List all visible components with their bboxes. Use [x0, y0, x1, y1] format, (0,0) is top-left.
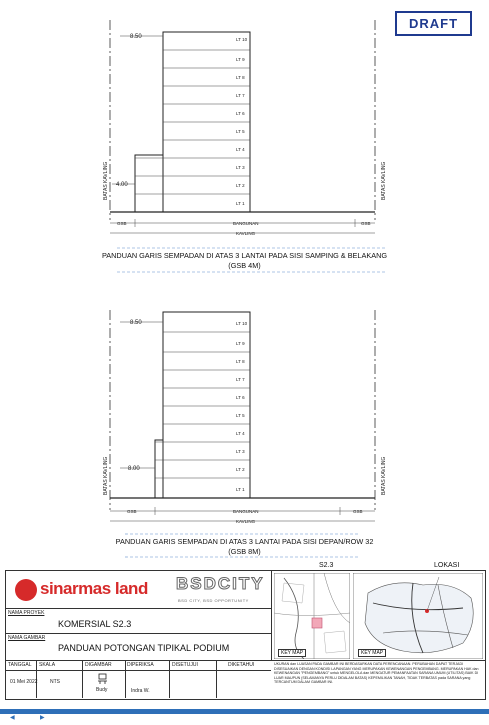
floor-label: LT 3 [236, 165, 245, 170]
col-date: TANGGAL [8, 662, 32, 668]
drawing-value: PANDUAN POTONGAN TIPIKAL PODIUM [58, 643, 230, 653]
caption-line2: (GSB 8M) [228, 547, 261, 556]
dim-gsb-left: GSB [117, 221, 127, 226]
caption-line2: (GSB 4M) [228, 261, 261, 270]
caption-line1: PANDUAN GARIS SEMPADAN DI ATAS 3 LANTAI PADA SISI SAMPING & BELAKANG [101, 251, 388, 260]
left-boundary-label: BATAS KAVLING [103, 161, 109, 200]
scale-value: NTS [50, 679, 60, 685]
col-drawn: DIGAMBAR [85, 662, 112, 668]
floor-label: LT 10 [236, 37, 248, 42]
project-label: NAMA PROYEK [8, 610, 45, 616]
floor-label: LT 8 [236, 359, 245, 364]
keymap1-label: KEY MAP [278, 649, 306, 657]
floor-label: LT 6 [236, 395, 245, 400]
section-drawing-gsb-8m [0, 300, 489, 570]
dim-bangunan: BANGUNAN [233, 509, 259, 514]
floor-label: LT 8 [236, 75, 245, 80]
drafter-icon [96, 673, 110, 685]
level-mid: 8.00 [128, 466, 140, 472]
right-boundary-label: BATAS KAVLING [381, 456, 387, 495]
dim-kavling: KAVLING [236, 519, 256, 524]
back-icon[interactable]: ◀ [10, 715, 15, 721]
map2-title: LOKASI [434, 562, 460, 569]
drawn-value: Budy [96, 687, 108, 693]
sinarmas-logo-text: sinarmas land [40, 579, 148, 598]
keymap2-label: KEY MAP [358, 649, 386, 657]
map1-title: S2.3 [319, 562, 334, 569]
floor-label: LT 2 [236, 467, 245, 472]
left-boundary-label: BATAS KAVLING [103, 456, 109, 495]
col-checked: DIPERIKSA [127, 662, 154, 668]
floor-label: LT 7 [236, 377, 245, 382]
site-highlight [312, 618, 322, 628]
podium-outline [135, 155, 163, 212]
right-boundary-label: BATAS KAVLING [381, 161, 387, 200]
site-key-map [274, 573, 350, 659]
dim-gsb-right: GSB [361, 221, 371, 226]
disclaimer-note: UKURAN dan LUASAN PADA GAMBAR INI BERDASARKAN DATA PERENCANAAN. PERUBAHAN DAPAT TERJADI DISESUAIKAN DENGAN KONDISI LAPANGAN YANG MERUPAKAN KEWENANGAN PENGEMBANG. MERUPAKAN HAK dan KEWENANGAN "PENGEMBANG" untuk MENGELOLA dan MENGATUR PEMANFAATAN SARANA UMUM (UTILITAS) BAIK DI LUAR MAUPUN (SELAMANYA PERLU DIDALAM BATAS) KEPEMILIKAN TANAH, TIDAK TERBATAS pada SARANA yang TERCANTUM DALAM GAMBAR INI. [274, 662, 479, 685]
level-mid: 4.00 [116, 182, 128, 188]
floor-label: LT 5 [236, 129, 245, 134]
col-known: DIKETAHUI [228, 662, 255, 668]
floor-label: LT 2 [236, 183, 245, 188]
floor-label: LT 10 [236, 321, 248, 326]
floor-label: LT 5 [236, 413, 245, 418]
checked-value: Indra W. [131, 688, 150, 694]
bottom-toolbar [0, 709, 489, 725]
floor-lines [135, 50, 250, 194]
date-value: 01 Mei 2022 [10, 679, 38, 685]
floor-label: LT 9 [236, 57, 245, 62]
caption-gsb-4m [0, 251, 489, 271]
floor-label: LT 9 [236, 341, 245, 346]
level-top: 8.50 [130, 320, 142, 326]
bsd-city-tagline: BSD CITY, BSD OPPORTUNITY [178, 598, 249, 603]
sinarmas-logo-icon [15, 579, 37, 601]
floor-label: LT 4 [236, 147, 245, 152]
dim-gsb-left: GSB [127, 509, 137, 514]
floor-label: LT 3 [236, 449, 245, 454]
floor-label: LT 4 [236, 431, 245, 436]
col-approved: DISETUJUI [172, 662, 198, 668]
bsd-city-logo: BSDCITY [176, 574, 265, 593]
title-block [5, 562, 486, 700]
draft-stamp: DRAFT [395, 11, 472, 36]
project-value: KOMERSIAL S2.3 [58, 619, 132, 629]
dim-kavling: KAVLING [236, 231, 256, 236]
logo-cell [6, 571, 272, 609]
col-scale: SKALA [39, 662, 56, 668]
floor-label: LT 7 [236, 93, 245, 98]
drawing-label: NAMA GAMBAR [8, 635, 46, 641]
dim-bangunan: BANGUNAN [233, 221, 259, 226]
dim-gsb-right: GSB [353, 509, 363, 514]
caption-line1: PANDUAN GARIS SEMPADAN DI ATAS 3 LANTAI PADA SISI DEPAN/ROW 32 [115, 537, 374, 546]
floor-label: LT 6 [236, 111, 245, 116]
forward-icon[interactable]: ▶ [40, 715, 45, 721]
caption-gsb-8m [0, 537, 489, 557]
level-top: 8.50 [130, 34, 142, 40]
floor-label: LT 1 [236, 487, 245, 492]
floor-label: LT 1 [236, 201, 245, 206]
location-map [353, 573, 483, 659]
